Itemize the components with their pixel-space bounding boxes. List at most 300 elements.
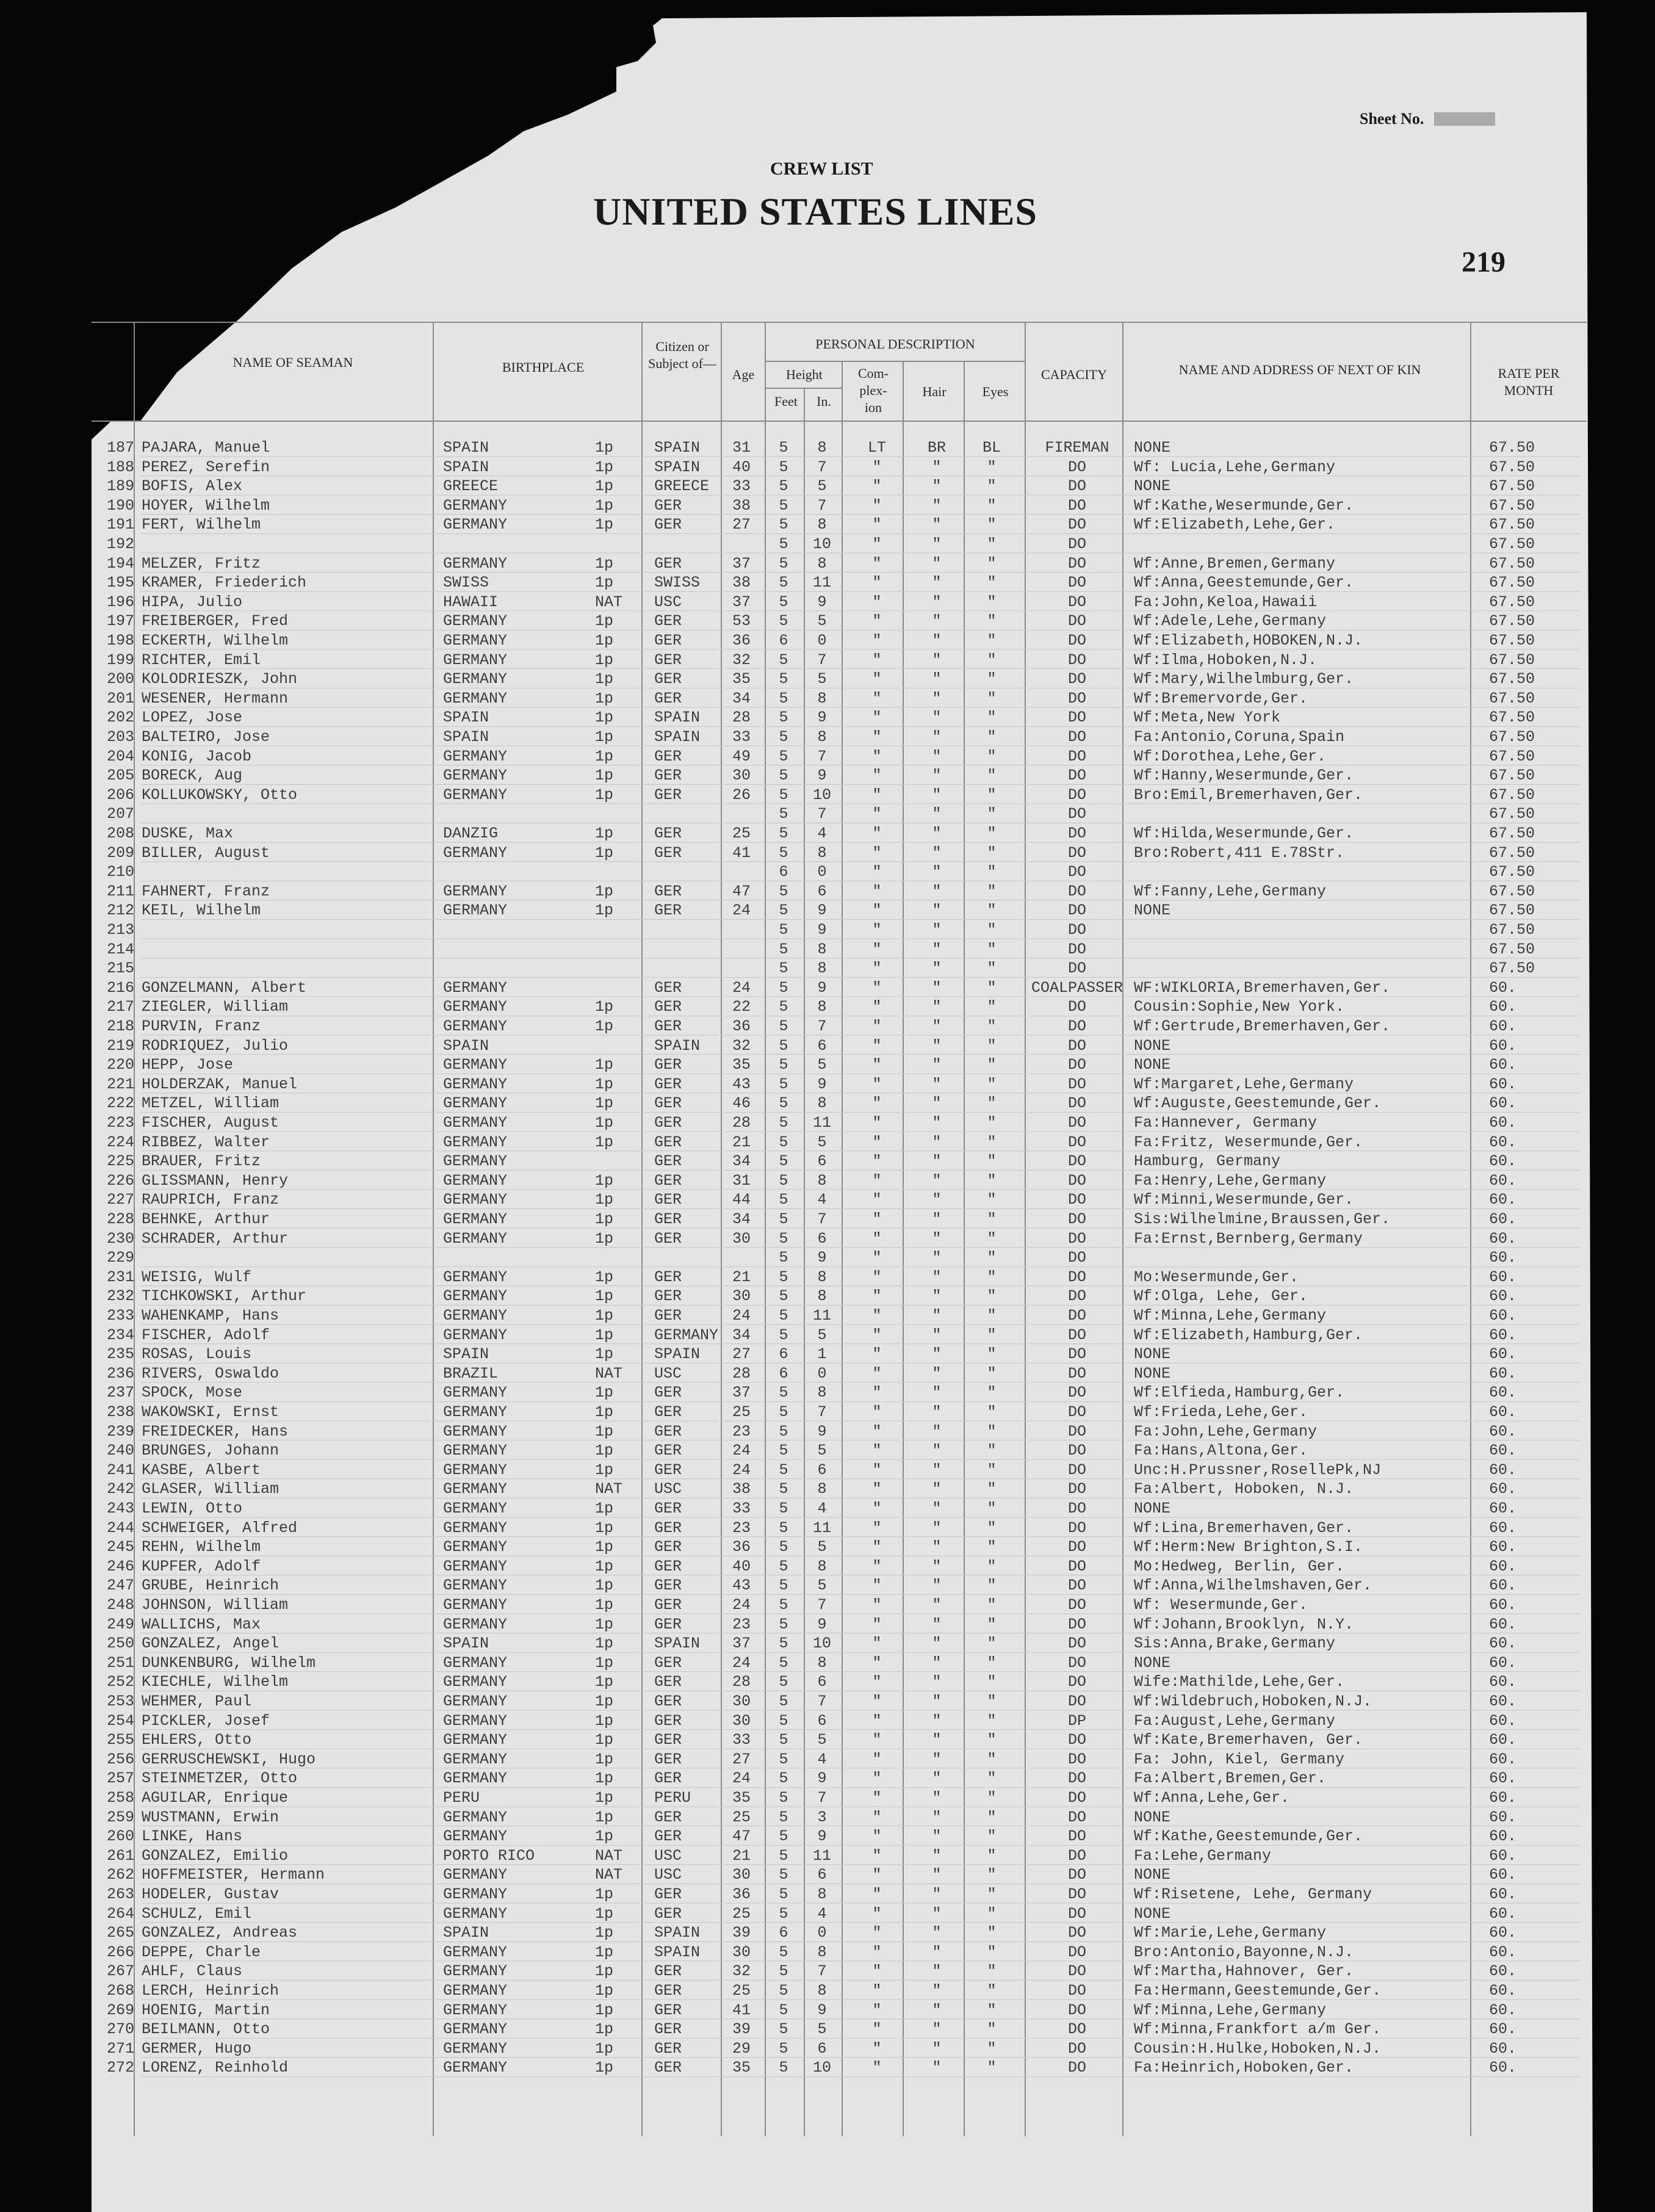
cell-no: 240: [106, 1442, 134, 1460]
cell-name: SPOCK, Mose: [142, 1384, 243, 1402]
cell-no: 207: [106, 805, 134, 823]
cell-age: 24: [732, 978, 751, 997]
col-header-age: Age: [732, 367, 755, 382]
cell-no: 255: [106, 1731, 134, 1749]
cell-age: 35: [732, 670, 751, 689]
cell-age: 28: [732, 1364, 751, 1382]
cell-birth: GERMANY: [443, 1422, 508, 1440]
cell-eyes: ": [987, 1036, 997, 1055]
cell-cls: 1p: [595, 496, 614, 515]
cell-name: HOENIG, Martin: [142, 2001, 270, 2019]
cell-birth: GERMANY: [443, 632, 508, 649]
cell-no: 238: [106, 1403, 134, 1421]
table-row: [0, 1441, 1655, 1461]
cell-birth: GERMANY: [443, 1615, 508, 1633]
cell-hair: ": [932, 1056, 942, 1074]
cell-no: 260: [106, 1827, 134, 1846]
cell-rate: 60.: [1489, 1750, 1517, 1768]
cell-ft: 5: [779, 1268, 788, 1286]
cell-in: 8: [817, 516, 827, 534]
cell-hair: ": [932, 1789, 942, 1807]
cell-age: 53: [732, 612, 751, 631]
cell-name: SCHULZ, Emil: [142, 1904, 252, 1923]
cell-name: KOLLUKOWSKY, Otto: [142, 786, 298, 804]
cell-ft: 5: [779, 960, 788, 978]
table-row: [0, 1306, 1655, 1326]
cell-rate: 67.50: [1489, 902, 1535, 920]
cell-kin: Wf:Minna,Lehe,Germany: [1134, 2001, 1327, 2019]
cell-cls: 1p: [595, 1191, 614, 1209]
cell-birth: GERMANY: [443, 612, 508, 631]
cell-kin: Wf:Meta,New York: [1134, 709, 1281, 727]
cell-hair: ": [932, 2039, 942, 2058]
cell-kin: NONE: [1134, 1056, 1171, 1074]
cell-ft: 5: [779, 1287, 788, 1306]
cell-kin: Wf:Adele,Lehe,Germany: [1134, 612, 1327, 631]
cell-cls: 1p: [595, 1885, 614, 1903]
cell-cx: ": [872, 998, 882, 1016]
cell-no: 251: [106, 1654, 134, 1672]
cell-ft: 5: [779, 1075, 788, 1093]
cell-in: 9: [817, 921, 827, 939]
cell-hair: ": [932, 747, 942, 765]
cell-birth: GERMANY: [443, 1827, 508, 1846]
cell-eyes: ": [987, 747, 997, 765]
cell-cap: DO: [1067, 458, 1086, 476]
cell-age: 40: [732, 458, 751, 476]
cell-cx: ": [872, 709, 882, 727]
cell-cls: 1p: [595, 1557, 614, 1575]
cell-hair: ": [932, 978, 942, 997]
cell-cls: 1p: [595, 1538, 614, 1556]
col-header-hair: Hair: [922, 384, 946, 399]
cell-rate: 60.: [1489, 1846, 1517, 1865]
cell-cit: GER: [654, 2039, 682, 2058]
cell-name: BRUNGES, Johann: [142, 1442, 279, 1460]
cell-cls: 1p: [595, 1827, 614, 1846]
cell-name: BEHNKE, Arthur: [142, 1210, 270, 1228]
cell-name: DUSKE, Max: [142, 825, 234, 842]
cell-eyes: ": [987, 1673, 997, 1691]
cell-eyes: ": [987, 1654, 997, 1672]
cell-cls: 1p: [595, 1229, 614, 1248]
cell-cap: DO: [1067, 496, 1086, 515]
cell-rate: 60.: [1489, 1596, 1517, 1614]
cell-cx: ": [872, 882, 882, 900]
cell-hair: ": [932, 1229, 942, 1248]
cell-cap: DO: [1067, 882, 1086, 900]
table-row: [0, 728, 1655, 747]
cell-name: HODELER, Gustav: [142, 1885, 279, 1903]
col-header-birthplace: BIRTHPLACE: [502, 360, 585, 375]
cell-age: 47: [732, 882, 751, 900]
cell-kin: Wf:Mary,Wilhelmburg,Ger.: [1134, 670, 1354, 689]
cell-birth: GERMANY: [443, 1442, 508, 1460]
cell-in: 6: [817, 1866, 827, 1884]
cell-hair: ": [932, 1635, 942, 1653]
cell-birth: GERMANY: [443, 1943, 508, 1961]
cell-cls: 1p: [595, 689, 614, 707]
cell-in: 5: [817, 670, 827, 689]
cell-in: 7: [817, 747, 827, 765]
cell-name: RODRIQUEZ, Julio: [142, 1036, 289, 1055]
cell-cap: DO: [1067, 689, 1086, 707]
cell-hair: ": [932, 1114, 942, 1132]
cell-rate: 60.: [1489, 1384, 1517, 1402]
cell-eyes: ": [987, 805, 997, 823]
cell-ft: 6: [779, 1345, 788, 1364]
cell-cit: USC: [654, 1846, 682, 1865]
cell-cit: GER: [654, 612, 682, 631]
cell-eyes: ": [987, 1596, 997, 1614]
cell-cap: DO: [1067, 1191, 1086, 1209]
cell-rate: 60.: [1489, 1827, 1517, 1846]
cell-kin: Wf:Anna,Lehe,Ger.: [1134, 1789, 1290, 1807]
cell-eyes: ": [987, 1461, 997, 1479]
cell-rate: 67.50: [1489, 516, 1535, 534]
cell-ft: 5: [779, 535, 788, 553]
cell-rate: 60.: [1489, 1635, 1517, 1653]
cell-ft: 5: [779, 1538, 788, 1556]
cell-in: 8: [817, 1268, 827, 1286]
cell-in: 6: [817, 1711, 827, 1730]
cell-in: 5: [817, 1577, 827, 1595]
cell-cls: 1p: [595, 882, 614, 900]
cell-kin: Fa:Hannever, Germany: [1134, 1114, 1318, 1132]
cell-rate: 60.: [1489, 1075, 1517, 1093]
cell-age: 27: [732, 1750, 751, 1768]
cell-cx: ": [872, 477, 882, 496]
cell-rate: 60.: [1489, 1364, 1517, 1382]
cell-birth: SPAIN: [443, 1036, 489, 1055]
table-row: [0, 1461, 1655, 1480]
cell-cls: 1p: [595, 1769, 614, 1788]
cell-hair: ": [932, 1866, 942, 1884]
cell-cls: 1p: [595, 1982, 614, 2000]
table-row: [0, 804, 1655, 824]
cell-hair: ": [932, 554, 942, 573]
cell-cx: ": [872, 612, 882, 631]
cell-eyes: ": [987, 1789, 997, 1807]
cell-rate: 67.50: [1489, 593, 1535, 611]
cell-kin: Wf:Margaret,Lehe,Germany: [1134, 1075, 1354, 1093]
cell-cap: DO: [1067, 2020, 1086, 2039]
cell-cap: DO: [1067, 477, 1086, 496]
cell-eyes: ": [987, 1422, 997, 1440]
cell-cx: ": [872, 1056, 882, 1074]
cell-ft: 5: [779, 728, 788, 746]
cell-eyes: ": [987, 689, 997, 707]
cell-name: WAKOWSKI, Ernst: [142, 1403, 279, 1421]
cell-rate: 60.: [1489, 1519, 1517, 1537]
cell-rate: 60.: [1489, 1693, 1517, 1710]
cell-eyes: ": [987, 1500, 997, 1517]
cell-rate: 60.: [1489, 1480, 1517, 1498]
cell-in: 9: [817, 978, 827, 997]
cell-rate: 67.50: [1489, 535, 1535, 553]
cell-ft: 5: [779, 689, 788, 707]
cell-hair: ": [932, 1191, 942, 1209]
cell-eyes: ": [987, 1287, 997, 1306]
cell-cx: ": [872, 1422, 882, 1440]
cell-cap: DO: [1067, 825, 1086, 842]
cell-cls: NAT: [595, 593, 623, 611]
cell-cit: GER: [654, 1268, 682, 1286]
cell-ft: 5: [779, 1711, 788, 1730]
cell-cap: DO: [1067, 1287, 1086, 1306]
cell-birth: GREECE: [443, 477, 499, 496]
cell-in: 11: [812, 1307, 831, 1325]
cell-birth: GERMANY: [443, 1171, 508, 1190]
cell-age: 30: [732, 767, 751, 785]
cell-birth: GERMANY: [443, 2059, 508, 2077]
cell-cit: GER: [654, 1210, 682, 1228]
cell-eyes: ": [987, 1017, 997, 1035]
cell-birth: GERMANY: [443, 496, 508, 515]
cell-eyes: ": [987, 1943, 997, 1961]
cell-hair: ": [932, 632, 942, 649]
cell-name: WEHMER, Paul: [142, 1693, 252, 1710]
col-header-feet: Feet: [774, 394, 798, 409]
cell-cx: ": [872, 1885, 882, 1903]
cell-no: 189: [106, 477, 134, 496]
cell-hair: ": [932, 1943, 942, 1961]
cell-cx: ": [872, 651, 882, 669]
cell-eyes: ": [987, 1557, 997, 1575]
cell-kin: NONE: [1134, 1364, 1171, 1382]
cell-cit: GER: [654, 1557, 682, 1575]
cell-in: 6: [817, 1673, 827, 1691]
cell-name: KIECHLE, Wilhelm: [142, 1673, 289, 1691]
cell-cap: DO: [1067, 940, 1086, 958]
cell-cap: DO: [1067, 632, 1086, 649]
table-row: [0, 2020, 1655, 2039]
cell-kin: Fa:Hermann,Geestemunde,Ger.: [1134, 1982, 1382, 2000]
cell-in: 8: [817, 1287, 827, 1306]
cell-cx: ": [872, 1114, 882, 1132]
cell-name: GRUBE, Heinrich: [142, 1577, 279, 1595]
cell-hair: ": [932, 882, 942, 900]
cell-eyes: ": [987, 1808, 997, 1826]
cell-cls: 1p: [595, 1943, 614, 1961]
cell-no: 247: [106, 1577, 134, 1595]
cell-in: 5: [817, 612, 827, 631]
cell-name: RIVERS, Oswaldo: [142, 1364, 279, 1382]
cell-cls: 1p: [595, 1635, 614, 1653]
cell-in: 8: [817, 1557, 827, 1575]
cell-eyes: BL: [982, 439, 1001, 457]
cell-age: 36: [732, 1885, 751, 1903]
cell-cit: GER: [654, 978, 682, 997]
cell-age: 24: [732, 1307, 751, 1325]
cell-no: 214: [106, 940, 134, 958]
cell-ft: 5: [779, 1229, 788, 1248]
cell-kin: Wife:Mathilde,Lehe,Ger.: [1134, 1673, 1345, 1691]
cell-no: 259: [106, 1808, 134, 1826]
cell-rate: 60.: [1489, 1500, 1517, 1517]
cell-hair: ": [932, 1364, 942, 1382]
cell-name: FREIBERGER, Fred: [142, 612, 289, 631]
cell-eyes: ": [987, 960, 997, 978]
cell-cx: ": [872, 1017, 882, 1035]
cell-kin: Fa:Henry,Lehe,Germany: [1134, 1171, 1327, 1190]
cell-rate: 60.: [1489, 1538, 1517, 1556]
cell-ft: 5: [779, 1056, 788, 1074]
cell-no: 243: [106, 1500, 134, 1517]
cell-eyes: ": [987, 1307, 997, 1325]
cell-cap: DO: [1067, 1229, 1086, 1248]
cell-birth: GERMANY: [443, 1403, 508, 1421]
cell-birth: GERMANY: [443, 1769, 508, 1788]
cell-age: 23: [732, 1519, 751, 1537]
cell-name: HOYER, Wilhelm: [142, 496, 270, 515]
cell-eyes: ": [987, 535, 997, 553]
cell-kin: Fa:Antonio,Coruna,Spain: [1134, 728, 1345, 746]
cell-age: 35: [732, 1789, 751, 1807]
cell-cls: 1p: [595, 1808, 614, 1826]
table-row: [0, 1576, 1655, 1596]
cell-hair: ": [932, 940, 942, 958]
cell-ft: 5: [779, 477, 788, 496]
table-row: [0, 1287, 1655, 1306]
cell-rate: 60.: [1489, 1287, 1517, 1306]
cell-cls: 1p: [595, 1133, 614, 1151]
cell-hair: ": [932, 1711, 942, 1730]
cell-age: 33: [732, 1731, 751, 1749]
cell-kin: Bro:Robert,411 E.78Str.: [1134, 844, 1345, 862]
cell-no: 199: [106, 651, 134, 669]
cell-eyes: ": [987, 1210, 997, 1228]
cell-birth: GERMANY: [443, 1287, 508, 1306]
cell-no: 191: [106, 516, 134, 534]
cell-kin: Wf:Fanny,Lehe,Germany: [1134, 882, 1327, 900]
cell-birth: GERMANY: [443, 1480, 508, 1498]
cell-kin: NONE: [1134, 1654, 1171, 1672]
cell-birth: SPAIN: [443, 1924, 489, 1942]
cell-cx: ": [872, 593, 882, 611]
cell-cit: GER: [654, 1962, 682, 1981]
cell-age: 30: [732, 1943, 751, 1961]
cell-age: 36: [732, 1538, 751, 1556]
col-header-personal: PERSONAL DESCRIPTION: [815, 336, 975, 352]
cell-no: 212: [106, 902, 134, 920]
table-row: [0, 1634, 1655, 1654]
cell-kin: Fa:Heinrich,Hoboken,Ger.: [1134, 2059, 1354, 2077]
cell-in: 8: [817, 960, 827, 978]
cell-birth: GERMANY: [443, 1326, 508, 1344]
cell-name: KOLODRIESZK, John: [142, 670, 298, 689]
cell-cls: 1p: [595, 2059, 614, 2077]
cell-eyes: ": [987, 1229, 997, 1248]
cell-cx: ": [872, 1693, 882, 1710]
table-row: [0, 1943, 1655, 1962]
cell-no: 194: [106, 554, 134, 573]
cell-cx: ": [872, 2020, 882, 2039]
cell-no: 244: [106, 1519, 134, 1537]
cell-in: 7: [817, 1210, 827, 1228]
cell-in: 10: [812, 2059, 831, 2077]
cell-cls: 1p: [595, 1654, 614, 1672]
cell-no: 223: [106, 1114, 134, 1132]
cell-ft: 5: [779, 1094, 788, 1113]
cell-no: 239: [106, 1422, 134, 1440]
cell-hair: ": [932, 998, 942, 1016]
cell-kin: Wf:Dorothea,Lehe,Ger.: [1134, 747, 1327, 765]
cell-kin: Wf: Wesermunde,Ger.: [1134, 1596, 1308, 1614]
cell-name: KASBE, Albert: [142, 1461, 261, 1479]
cell-age: 38: [732, 496, 751, 515]
cell-in: 4: [817, 1904, 827, 1923]
cell-age: 30: [732, 1287, 751, 1306]
cell-eyes: ": [987, 1866, 997, 1884]
cell-cit: SPAIN: [654, 439, 701, 457]
cell-ft: 5: [779, 651, 788, 669]
cell-ft: 5: [779, 1036, 788, 1055]
cell-name: RICHTER, Emil: [142, 651, 261, 669]
cell-age: 41: [732, 844, 751, 862]
cell-cx: ": [872, 1384, 882, 1402]
table-row: [0, 1692, 1655, 1711]
cell-eyes: ": [987, 1094, 997, 1113]
cell-no: 197: [106, 612, 134, 631]
cell-cit: GER: [654, 2001, 682, 2019]
cell-cit: GER: [654, 1904, 682, 1923]
cell-age: 46: [732, 1094, 751, 1113]
cell-birth: GERMANY: [443, 747, 508, 765]
table-row: [0, 1268, 1655, 1287]
table-row: [0, 708, 1655, 728]
cell-in: 6: [817, 1229, 827, 1248]
col-header-citizen: Citizen or Subject of—: [648, 339, 716, 371]
cell-cit: GER: [654, 1075, 682, 1093]
cell-rate: 60.: [1489, 2001, 1517, 2019]
cell-rate: 67.50: [1489, 747, 1535, 765]
cell-cx: ": [872, 1982, 882, 2000]
cell-no: 254: [106, 1711, 134, 1730]
cell-age: 21: [732, 1846, 751, 1865]
cell-rate: 67.50: [1489, 574, 1535, 592]
cell-rate: 60.: [1489, 1326, 1517, 1344]
cell-in: 6: [817, 1036, 827, 1055]
cell-age: 23: [732, 1422, 751, 1440]
cell-cap: DO: [1067, 728, 1086, 746]
cell-cit: GER: [654, 2020, 682, 2039]
cell-ft: 5: [779, 1384, 788, 1402]
cell-no: 237: [106, 1384, 134, 1402]
table-row: [0, 651, 1655, 670]
table-row: [0, 1750, 1655, 1769]
cell-ft: 5: [779, 1152, 788, 1171]
cell-cit: GER: [654, 1094, 682, 1113]
cell-cls: 1p: [595, 1075, 614, 1093]
col-header-height: Height: [786, 367, 823, 382]
cell-cx: ": [872, 1036, 882, 1055]
cell-cit: GER: [654, 747, 682, 765]
cell-cx: ": [872, 747, 882, 765]
cell-rate: 67.50: [1489, 786, 1535, 804]
cell-no: 204: [106, 747, 134, 765]
cell-cap: DO: [1067, 2039, 1086, 2058]
cell-in: 0: [817, 1924, 827, 1942]
cell-cx: ": [872, 863, 882, 881]
cell-cap: DO: [1067, 1094, 1086, 1113]
cell-ft: 5: [779, 1326, 788, 1344]
table-row: [0, 766, 1655, 786]
cell-age: 43: [732, 1577, 751, 1595]
cell-name: KEIL, Wilhelm: [142, 902, 261, 920]
cell-in: 8: [817, 1982, 827, 2000]
cell-name: HOLDERZAK, Manuel: [142, 1075, 298, 1093]
